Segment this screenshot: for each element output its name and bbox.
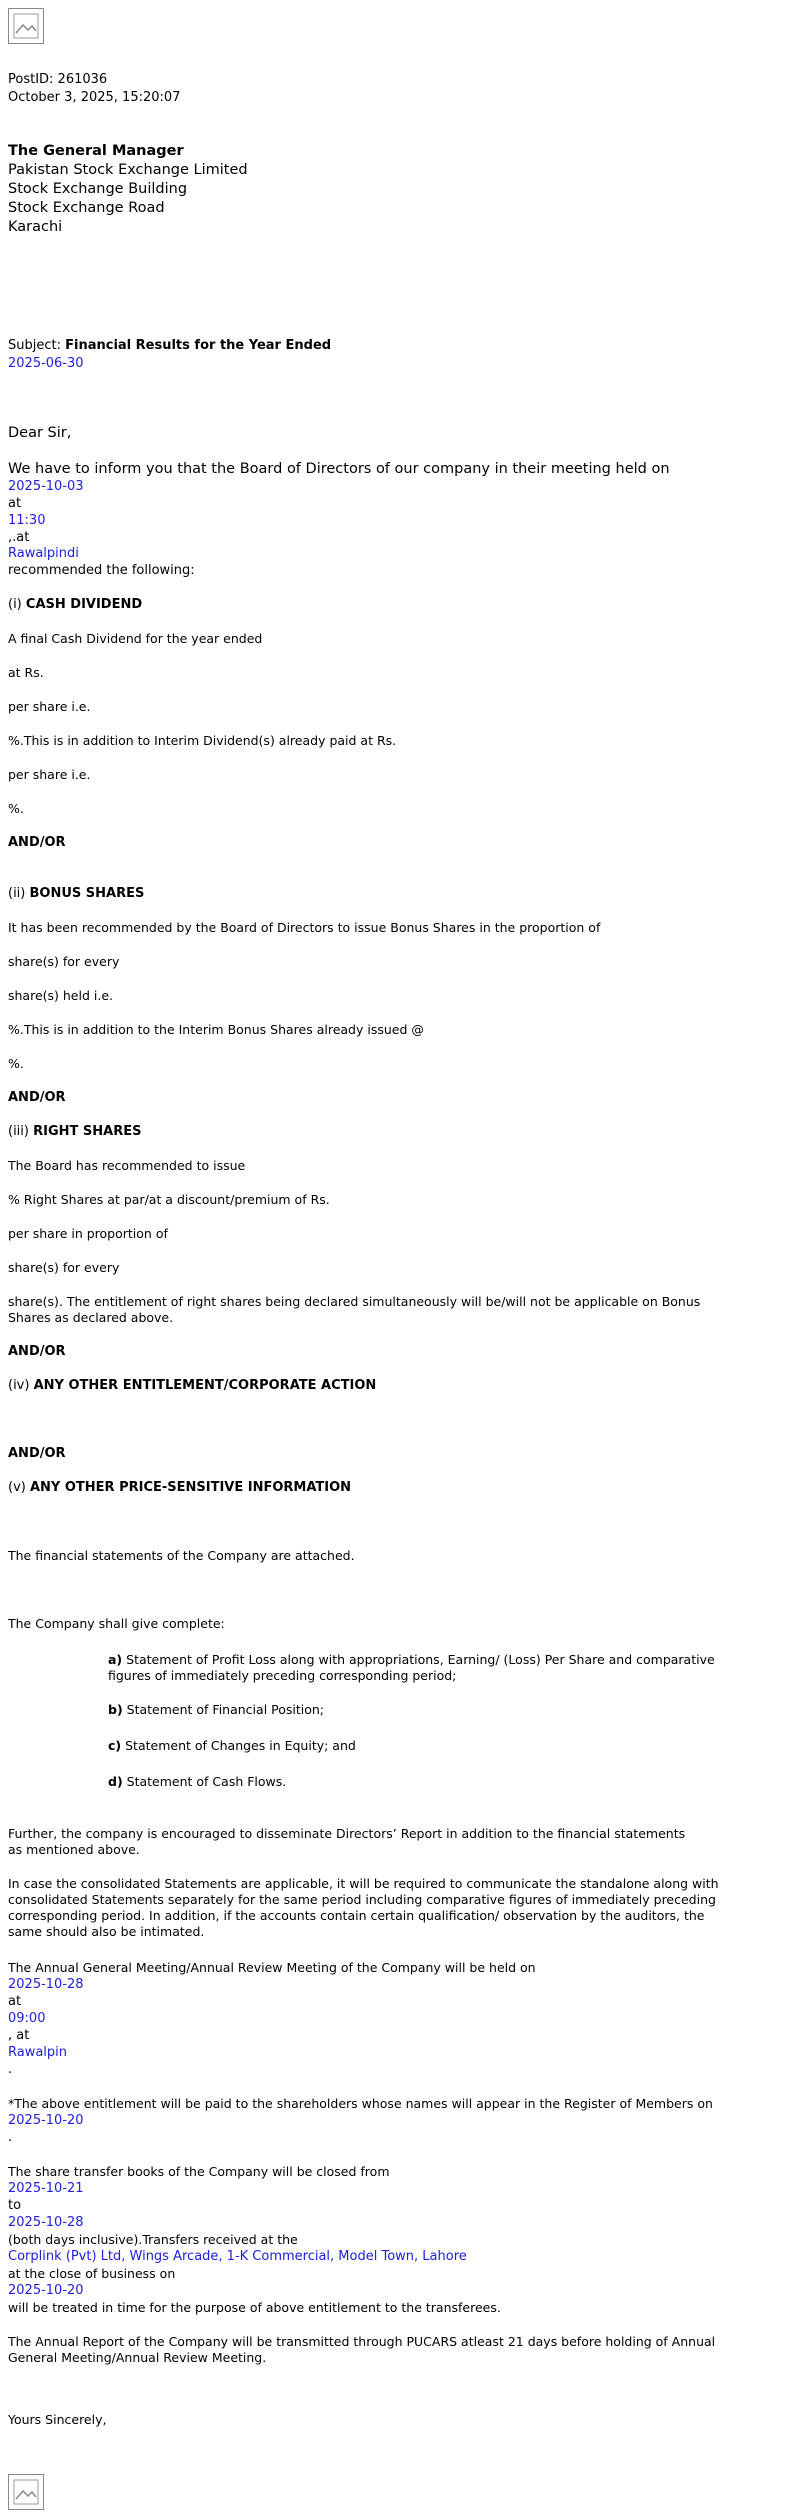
andor-label: AND/OR bbox=[8, 1344, 66, 1359]
post-id: PostID: 261036 bbox=[8, 72, 108, 87]
addressee-line: Karachi bbox=[8, 219, 63, 235]
consolidated-text: consolidated Statements separately for the same period including comparative figures of immediately preceding bbox=[8, 1892, 716, 1907]
salutation: Dear Sir, bbox=[8, 425, 72, 441]
intro-at2: ,.at bbox=[8, 530, 30, 545]
right-shares-heading: (iii) RIGHT SHARES bbox=[8, 1124, 142, 1139]
bonus-heading: (ii) BONUS SHARES bbox=[8, 886, 145, 901]
annual-report-text: The Annual Report of the Company will be transmitted through PUCARS atleast 21 days before holding of Annual bbox=[8, 2334, 716, 2349]
closing: Yours Sincerely, bbox=[8, 2412, 107, 2427]
agm-at: at bbox=[8, 1994, 22, 2009]
meeting-place: Rawalpindi bbox=[8, 546, 79, 561]
bonus-text: share(s) held i.e. bbox=[8, 988, 113, 1003]
intro-text: We have to inform you that the Board of Directors of our company in their meeting held on bbox=[8, 461, 670, 477]
broken-image-icon bbox=[8, 8, 44, 44]
subject-label: Subject: bbox=[8, 338, 61, 353]
agm-dot: . bbox=[8, 2062, 13, 2077]
intro-at: at bbox=[8, 496, 22, 511]
consolidated-text: same should also be intimated. bbox=[8, 1924, 205, 1939]
addressee-line: Stock Exchange Building bbox=[8, 181, 188, 197]
addressee-line: Stock Exchange Road bbox=[8, 200, 165, 216]
cash-dividend-text: %.This is in addition to Interim Dividend(s) already paid at Rs. bbox=[8, 733, 397, 748]
entitlement-dot: . bbox=[8, 2130, 13, 2145]
books-close-date: 2025-10-20 bbox=[8, 2283, 84, 2298]
entitlement-text: *The above entitlement will be paid to the shareholders whose names will appear in the Register of Members on bbox=[8, 2096, 713, 2111]
right-shares-text: % Right Shares at par/at a discount/premium of Rs. bbox=[8, 1192, 330, 1207]
addressee-title: The General Manager bbox=[8, 143, 184, 159]
give-complete-text: The Company shall give complete: bbox=[8, 1616, 225, 1631]
consolidated-text: corresponding period. In addition, if the accounts contain certain qualification/ observation by the auditors, the bbox=[8, 1908, 705, 1923]
price-sensitive-heading: (v) ANY OTHER PRICE-SENSITIVE INFORMATION bbox=[8, 1480, 352, 1495]
books-treated: will be treated in time for the purpose of above entitlement to the transferees. bbox=[8, 2300, 501, 2315]
cash-dividend-text: at Rs. bbox=[8, 665, 44, 680]
books-to-date: 2025-10-28 bbox=[8, 2215, 84, 2230]
meeting-date: 2025-10-03 bbox=[8, 479, 84, 494]
andor-label: AND/OR bbox=[8, 1090, 66, 1105]
broken-image-icon bbox=[8, 2474, 44, 2510]
agm-at2: , at bbox=[8, 2028, 30, 2043]
right-shares-text: per share in proportion of bbox=[8, 1226, 168, 1241]
further-text: Further, the company is encouraged to disseminate Directors’ Report in addition to the financial statements bbox=[8, 1826, 686, 1841]
cash-dividend-text: per share i.e. bbox=[8, 767, 91, 782]
entitlement-date: 2025-10-20 bbox=[8, 2113, 84, 2128]
statement-a-cont: figures of immediately preceding corresponding period; bbox=[108, 1668, 457, 1683]
annual-report-text: General Meeting/Annual Review Meeting. bbox=[8, 2350, 267, 2365]
books-to: to bbox=[8, 2198, 22, 2213]
addressee-line: Pakistan Stock Exchange Limited bbox=[8, 162, 248, 178]
statement-a: a) Statement of Profit Loss along with appropriations, Earning/ (Loss) Per Share and comparative bbox=[108, 1652, 715, 1667]
statement-b: b) Statement of Financial Position; bbox=[108, 1702, 325, 1717]
agm-text: The Annual General Meeting/Annual Review Meeting of the Company will be held on bbox=[8, 1960, 536, 1975]
statement-c: c) Statement of Changes in Equity; and bbox=[108, 1738, 356, 1753]
andor-label: AND/OR bbox=[8, 1446, 66, 1461]
books-text: The share transfer books of the Company will be closed from bbox=[8, 2164, 390, 2179]
right-shares-text: share(s) for every bbox=[8, 1260, 120, 1275]
other-entitlement-heading: (iv) ANY OTHER ENTITLEMENT/CORPORATE ACTION bbox=[8, 1378, 377, 1393]
subject-text: Financial Results for the Year Ended bbox=[65, 338, 332, 353]
statement-d: d) Statement of Cash Flows. bbox=[108, 1774, 287, 1789]
right-shares-text: share(s). The entitlement of right shares being declared simultaneously will be/will not be applicable on Bonus bbox=[8, 1294, 701, 1309]
bonus-text: %.This is in addition to the Interim Bonus Shares already issued @ bbox=[8, 1022, 424, 1037]
subject-date: 2025-06-30 bbox=[8, 356, 84, 371]
books-from-date: 2025-10-21 bbox=[8, 2181, 84, 2196]
agm-date: 2025-10-28 bbox=[8, 1977, 84, 1992]
right-shares-text: Shares as declared above. bbox=[8, 1310, 174, 1325]
andor-label: AND/OR bbox=[8, 835, 66, 850]
fin-attached-text: The financial statements of the Company are attached. bbox=[8, 1548, 355, 1563]
further-text: as mentioned above. bbox=[8, 1842, 140, 1857]
transfer-agent-address: Corplink (Pvt) Ltd, Wings Arcade, 1-K Commercial, Model Town, Lahore bbox=[8, 2249, 467, 2264]
cash-dividend-text: per share i.e. bbox=[8, 699, 91, 714]
bonus-text: %. bbox=[8, 1056, 24, 1071]
cash-dividend-text: %. bbox=[8, 801, 24, 816]
right-shares-text: The Board has recommended to issue bbox=[8, 1158, 246, 1173]
post-datetime: October 3, 2025, 15:20:07 bbox=[8, 90, 181, 105]
meeting-time: 11:30 bbox=[8, 513, 46, 528]
intro-recommended: recommended the following: bbox=[8, 563, 195, 578]
subject-line bbox=[8, 338, 331, 354]
cash-dividend-heading: (i) CASH DIVIDEND bbox=[8, 597, 143, 612]
consolidated-text: In case the consolidated Statements are applicable, it will be required to communicate the standalone along with bbox=[8, 1876, 719, 1891]
agm-time: 09:00 bbox=[8, 2011, 46, 2026]
bonus-text: share(s) for every bbox=[8, 954, 120, 969]
agm-place: Rawalpin bbox=[8, 2045, 68, 2060]
bonus-text: It has been recommended by the Board of Directors to issue Bonus Shares in the proportion of bbox=[8, 920, 601, 935]
cash-dividend-text: A final Cash Dividend for the year ended bbox=[8, 631, 263, 646]
books-inclusive: (both days inclusive).Transfers received at the bbox=[8, 2232, 298, 2247]
books-close: at the close of business on bbox=[8, 2266, 176, 2281]
